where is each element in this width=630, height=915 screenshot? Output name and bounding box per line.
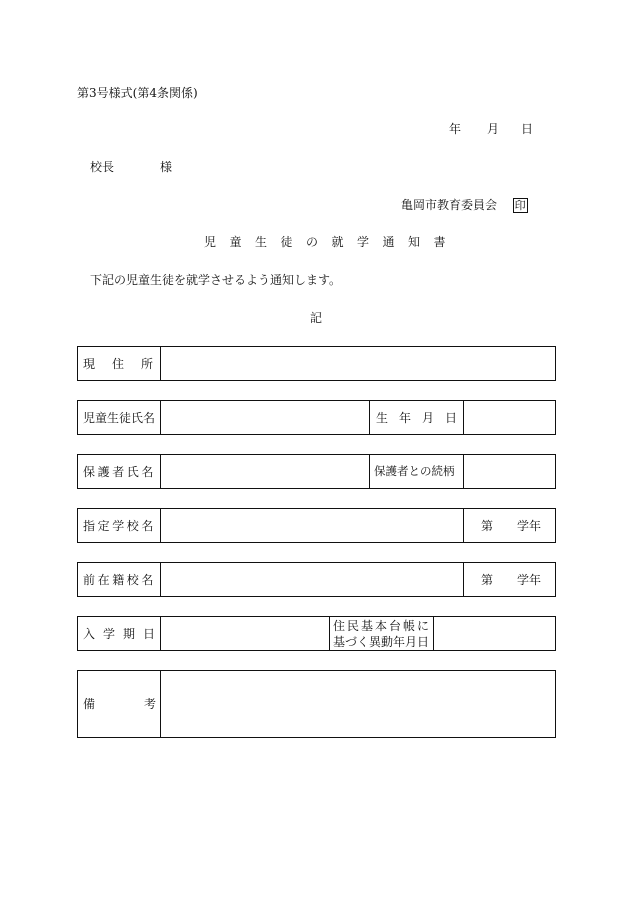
- birthdate-label: 生年月日: [376, 411, 469, 425]
- designated-grade-cell[interactable]: [463, 509, 555, 542]
- student-name-field[interactable]: [160, 401, 369, 434]
- previous-school-row: [77, 562, 556, 597]
- student-name-label: 児童生徒氏名: [83, 411, 156, 425]
- relationship-label-cell: [369, 455, 463, 488]
- honorific-label: 様: [160, 160, 173, 174]
- guardian-row: [77, 454, 556, 489]
- relationship-field[interactable]: [463, 455, 555, 488]
- body-text: 下記の児童生徒を就学させるよう通知します。: [90, 273, 342, 287]
- birthdate-field[interactable]: [463, 401, 555, 434]
- enrollment-row: [77, 616, 556, 651]
- note-mark: 記: [310, 311, 323, 325]
- relationship-label: 保護者との続柄: [374, 464, 455, 478]
- issuer-line: [401, 198, 528, 213]
- issuer-name: 亀岡市教育委員会: [401, 198, 498, 212]
- address-row: [77, 346, 556, 381]
- remarks-label-char1: 備: [83, 697, 96, 711]
- registry-change-date-field[interactable]: [433, 617, 555, 650]
- student-row: [77, 400, 556, 435]
- guardian-name-label: 保護者氏名: [83, 465, 157, 479]
- registry-change-label-line2: 基づく異動年月日: [333, 635, 430, 649]
- address-label: 現住所: [83, 357, 171, 371]
- guardian-name-field[interactable]: [160, 455, 369, 488]
- registry-change-label-line1: 住民基本台帳に: [333, 619, 432, 633]
- designated-grade-suffix: 学年: [517, 519, 542, 533]
- designated-school-field[interactable]: [160, 509, 463, 542]
- address-field[interactable]: [160, 347, 555, 380]
- previous-school-field[interactable]: [160, 563, 463, 596]
- remarks-field[interactable]: [160, 671, 555, 737]
- previous-grade-suffix: 学年: [517, 573, 542, 587]
- date-year-label: 年: [449, 122, 462, 136]
- enrollment-date-field[interactable]: [160, 617, 329, 650]
- seal-mark: 印: [514, 199, 526, 212]
- previous-grade-prefix: 第: [481, 573, 494, 587]
- birthdate-label-cell: [369, 401, 469, 434]
- registry-change-label-cell: [329, 617, 433, 650]
- remarks-label-char2: 考: [144, 697, 157, 711]
- addressee-label: 校長: [90, 160, 115, 174]
- designated-school-label: 指定学校名: [83, 519, 157, 533]
- form-number: 第3号様式(第4条関係): [77, 86, 198, 100]
- enrollment-date-label: 入学期日: [83, 627, 164, 641]
- remarks-row: [77, 670, 556, 738]
- previous-school-label: 前在籍校名: [83, 573, 157, 587]
- date-day-label: 日: [521, 122, 534, 136]
- date-month-label: 月: [487, 122, 500, 136]
- previous-grade-cell[interactable]: [463, 563, 555, 596]
- designated-school-row: [77, 508, 556, 543]
- document-title: 児童生徒の就学通知書: [204, 235, 460, 249]
- designated-grade-prefix: 第: [481, 519, 494, 533]
